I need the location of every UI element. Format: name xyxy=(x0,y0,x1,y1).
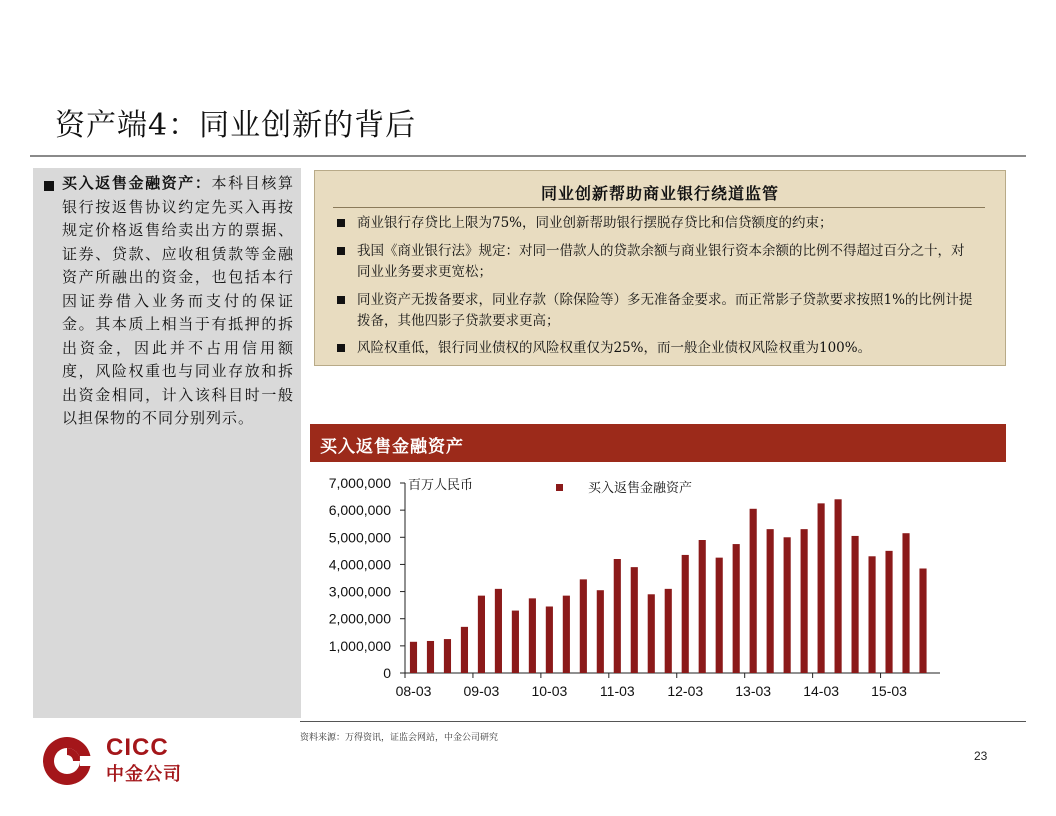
bar xyxy=(682,555,689,673)
y-tick-label: 7,000,000 xyxy=(328,475,391,491)
bar xyxy=(902,533,909,673)
title-divider xyxy=(30,155,1026,157)
x-tick-label: 10-03 xyxy=(531,683,568,699)
y-tick-label: 1,000,000 xyxy=(328,637,391,654)
y-tick-label: 5,000,000 xyxy=(328,529,391,546)
y-tick-label: 4,000,000 xyxy=(328,556,391,573)
bar xyxy=(885,551,892,673)
bar xyxy=(512,611,519,673)
x-tick-label: 15-03 xyxy=(871,683,907,699)
bullet-icon xyxy=(337,296,345,304)
definition-body: 本科目核算银行按返售协议约定先买入再按规定价格返售给卖出方的票据、证券、贷款、应收租赁款等金融资产所融出的资金，也包括本行因证券借入业务而支付的保证金。其本质上相当于有抵押的拆出资金，因此并不占用信用额度，风险权重也与同业存放和拆出资金相同，计入该科目时一般以担保物的不同分别列示。 xyxy=(62,174,294,427)
bar xyxy=(597,590,604,673)
bar xyxy=(665,589,672,673)
bar xyxy=(427,641,434,673)
bar xyxy=(733,544,740,673)
definition-text xyxy=(62,172,294,431)
bar xyxy=(580,579,587,673)
bar xyxy=(529,598,536,673)
bar xyxy=(868,556,875,673)
definition-heading: 买入返售金融资产： xyxy=(62,174,212,192)
chart-header-label: 买入返售金融资产 xyxy=(320,437,464,457)
x-tick-label: 12-03 xyxy=(667,683,704,699)
bar xyxy=(444,639,451,673)
y-tick-label: 0 xyxy=(383,665,391,681)
y-tick-label: 3,000,000 xyxy=(328,583,391,600)
bar xyxy=(801,529,808,673)
summary-item: 同业资产无拨备要求，同业存款（除保险等）多无准备金要求。而正常影子贷款要求按照1%的比例计提拨备，其他四影子贷款要求更高； xyxy=(337,290,977,332)
bar-chart-svg xyxy=(300,465,1020,715)
summary-box-divider xyxy=(333,207,985,208)
summary-box xyxy=(314,170,1006,366)
legend-swatch xyxy=(556,484,563,491)
summary-item: 商业银行存贷比上限为75%，同业创新帮助银行摆脱存贷比和信贷额度的约束； xyxy=(337,213,977,234)
legend-label: 买入返售金融资产 xyxy=(588,481,693,496)
bar xyxy=(648,594,655,673)
page-number: 23 xyxy=(974,749,988,763)
bar xyxy=(767,529,774,673)
bar xyxy=(461,627,468,673)
bar xyxy=(699,540,706,673)
unit-label: 百万人民币 xyxy=(408,478,474,493)
bullet-icon xyxy=(337,344,345,352)
logo-text-cn: 中金公司 xyxy=(106,764,182,785)
y-tick-label: 2,000,000 xyxy=(328,610,391,627)
bar xyxy=(563,596,570,673)
bar xyxy=(495,589,502,673)
summary-item: 风险权重低，银行同业债权的风险权重仅为25%，而一般企业债权风险权重为100%。 xyxy=(337,338,977,359)
x-tick-label: 08-03 xyxy=(395,683,432,699)
page-title: 资产端4：同业创新的背后 xyxy=(55,108,417,143)
chart-header xyxy=(310,424,1006,462)
bar xyxy=(784,537,791,673)
bar xyxy=(614,559,621,673)
bullet-icon xyxy=(337,247,345,255)
bar xyxy=(835,499,842,673)
bar xyxy=(818,503,825,673)
summary-item: 我国《商业银行法》规定：对同一借款人的贷款余额与商业银行资本余额的比例不得超过百分之十，对同业业务要求更宽松； xyxy=(337,241,977,283)
summary-box-title: 同业创新帮助商业银行绕道监管 xyxy=(540,184,779,203)
bar xyxy=(410,642,417,673)
bar xyxy=(919,569,926,674)
bar xyxy=(716,558,723,673)
x-tick-label: 14-03 xyxy=(803,683,840,699)
y-tick-label: 6,000,000 xyxy=(328,502,391,519)
x-tick-label: 09-03 xyxy=(463,683,500,699)
cicc-logo-mark-icon xyxy=(40,734,100,788)
bar xyxy=(478,596,485,673)
bullet-icon xyxy=(337,219,345,227)
x-tick-label: 11-03 xyxy=(599,683,635,699)
bar xyxy=(546,607,553,674)
bar xyxy=(750,509,757,673)
source-note: 资料来源：万得资讯，证监会网站，中金公司研究 xyxy=(300,733,499,743)
cicc-logo xyxy=(40,734,200,788)
footer-divider xyxy=(300,721,1026,722)
bar xyxy=(852,536,859,673)
x-tick-label: 13-03 xyxy=(735,683,772,699)
logo-text-en: CICC xyxy=(106,734,169,761)
bar xyxy=(631,567,638,673)
bullet-icon xyxy=(44,181,54,191)
bar-chart xyxy=(300,465,1020,715)
